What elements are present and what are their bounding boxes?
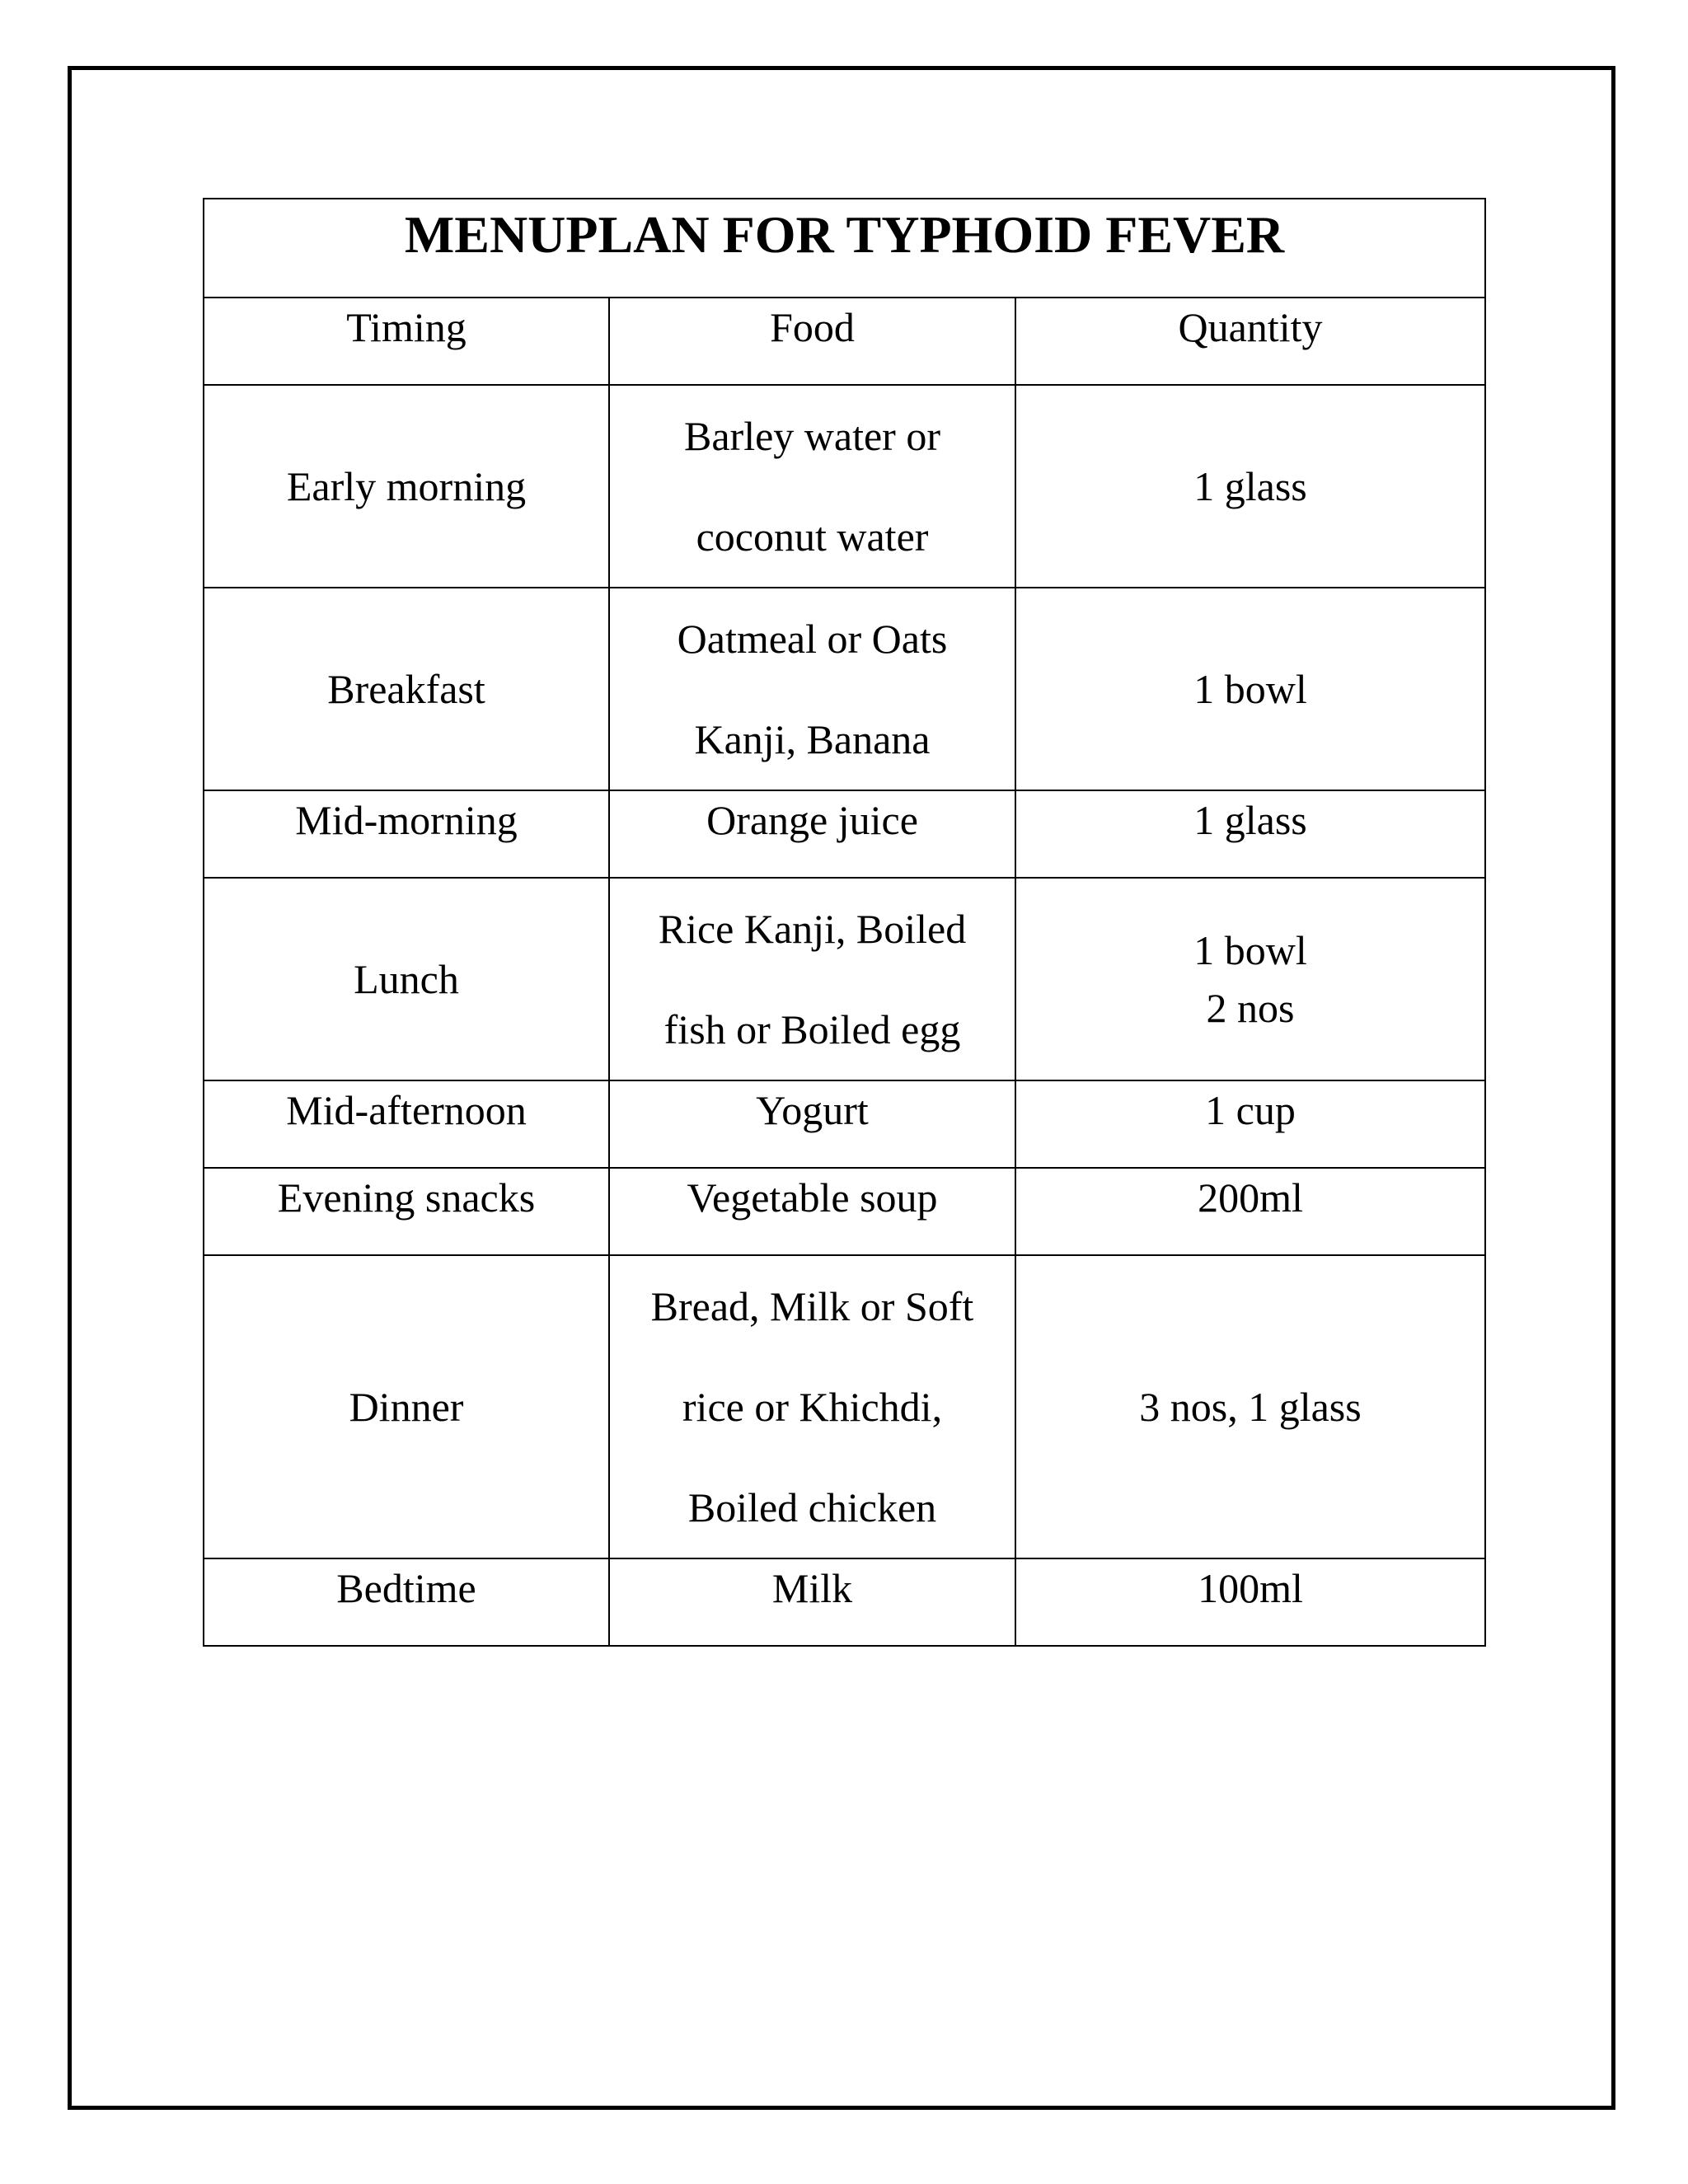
food-line: Rice Kanji, Boiled xyxy=(658,906,967,952)
table-row xyxy=(204,1080,1485,1168)
table-row xyxy=(204,1558,1485,1646)
food-line: rice or Khichdi, xyxy=(682,1384,943,1430)
header-row xyxy=(204,298,1485,385)
food-cell: Orange juice xyxy=(609,790,1015,878)
timing-cell: Mid-afternoon xyxy=(204,1080,609,1168)
food-cell: Yogurt xyxy=(609,1080,1015,1168)
timing-cell: Breakfast xyxy=(204,588,609,790)
timing-cell: Mid-morning xyxy=(204,790,609,878)
header-food: Food xyxy=(609,298,1015,385)
food-cell xyxy=(609,588,1015,790)
timing-cell: Bedtime xyxy=(204,1558,609,1646)
food-line: Barley water or xyxy=(684,413,940,459)
quantity-cell: 1 glass xyxy=(1015,385,1485,588)
food-cell: Milk xyxy=(609,1558,1015,1646)
food-line: coconut water xyxy=(696,513,929,560)
timing-cell: Lunch xyxy=(204,878,609,1080)
timing-cell: Early morning xyxy=(204,385,609,588)
food-cell xyxy=(609,385,1015,588)
quantity-cell: 100ml xyxy=(1015,1558,1485,1646)
table-row xyxy=(204,385,1485,588)
food-cell xyxy=(609,878,1015,1080)
menu-plan-table xyxy=(203,198,1486,1647)
quantity-cell: 1 glass xyxy=(1015,790,1485,878)
quantity-line: 1 bowl xyxy=(1193,927,1307,973)
food-line: Oatmeal or Oats xyxy=(677,616,948,662)
food-line: Kanji, Banana xyxy=(694,716,931,762)
table-row xyxy=(204,878,1485,1080)
food-line: Boiled chicken xyxy=(687,1484,937,1530)
quantity-cell xyxy=(1015,878,1485,1080)
food-cell xyxy=(609,1255,1015,1558)
food-cell: Vegetable soup xyxy=(609,1168,1015,1255)
food-line: Bread, Milk or Soft xyxy=(650,1283,974,1329)
timing-cell: Evening snacks xyxy=(204,1168,609,1255)
food-line: fish or Boiled egg xyxy=(663,1006,961,1052)
table-title: MENUPLAN FOR TYPHOID FEVER xyxy=(204,199,1485,298)
quantity-cell: 200ml xyxy=(1015,1168,1485,1255)
table-row xyxy=(204,1255,1485,1558)
header-quantity: Quantity xyxy=(1015,298,1485,385)
quantity-cell: 3 nos, 1 glass xyxy=(1015,1255,1485,1558)
header-timing: Timing xyxy=(204,298,609,385)
quantity-line: 2 nos xyxy=(1206,985,1295,1031)
table-row xyxy=(204,588,1485,790)
timing-cell: Dinner xyxy=(204,1255,609,1558)
quantity-cell: 1 bowl xyxy=(1015,588,1485,790)
table-row xyxy=(204,1168,1485,1255)
table-row xyxy=(204,790,1485,878)
quantity-cell: 1 cup xyxy=(1015,1080,1485,1168)
